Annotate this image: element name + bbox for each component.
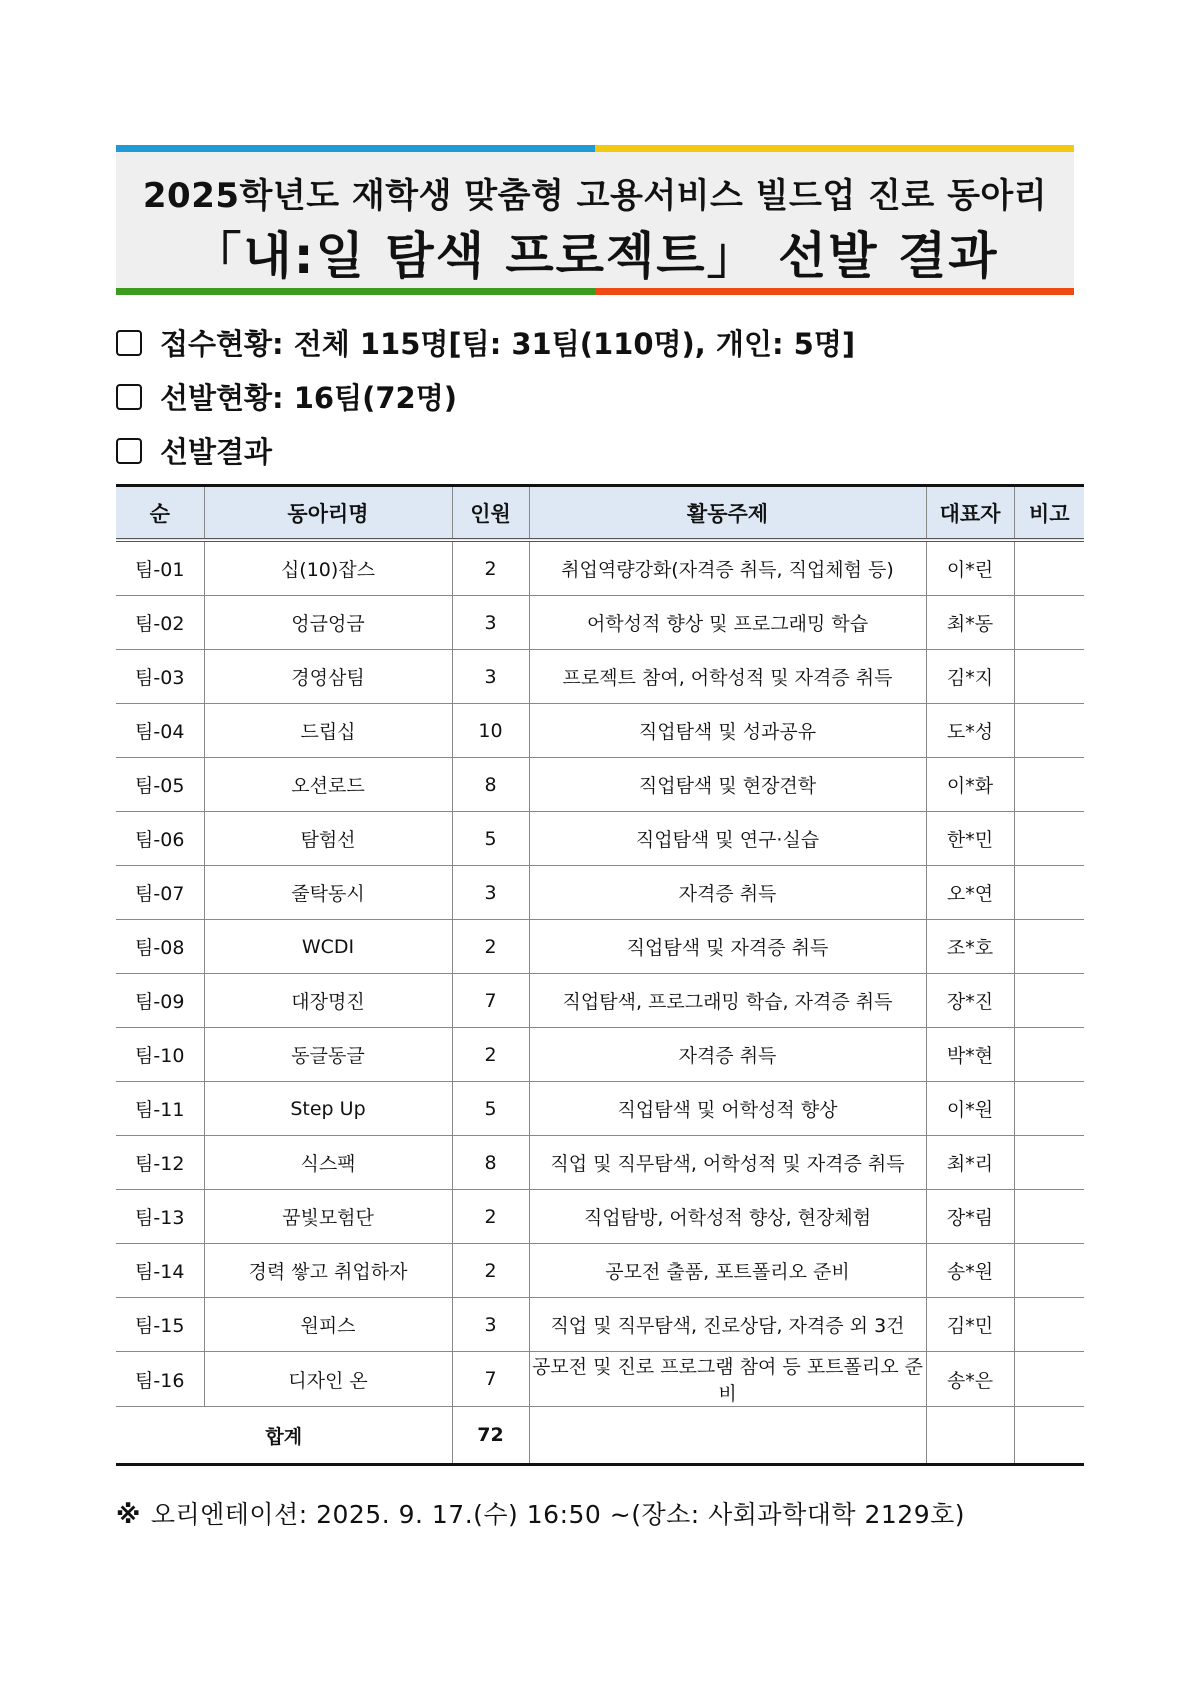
cell-club-name: 동글동글 [204,1028,452,1082]
cell-remarks [1014,812,1084,866]
cell-order: 팀-01 [116,540,204,596]
table-header-row [116,486,1084,541]
cell-members: 10 [452,704,529,758]
cell-representative: 장*진 [926,974,1014,1028]
cell-order: 팀-05 [116,758,204,812]
header-representative: 대표자 [926,486,1014,541]
cell-club-name: 원피스 [204,1298,452,1352]
cell-order: 팀-07 [116,866,204,920]
cell-club-name: 경력 쌓고 취업하자 [204,1244,452,1298]
cell-order: 팀-09 [116,974,204,1028]
cell-club-name: 꿈빛모험단 [204,1190,452,1244]
checkbox-icon [116,438,142,464]
table-row [116,866,1084,920]
cell-activity-topic: 직업탐색 및 성과공유 [529,704,926,758]
cell-members: 8 [452,758,529,812]
cell-order: 팀-16 [116,1352,204,1407]
table-row [116,1244,1084,1298]
cell-remarks [1014,1298,1084,1352]
cell-order: 팀-08 [116,920,204,974]
title-bar-bottom-right [595,288,1074,295]
cell-club-name: 엉금엉금 [204,596,452,650]
cell-club-name: WCDI [204,920,452,974]
table-row [116,1136,1084,1190]
title-bar-bottom-left [116,288,595,295]
cell-remarks [1014,974,1084,1028]
cell-order: 팀-14 [116,1244,204,1298]
table-row [116,596,1084,650]
cell-remarks [1014,704,1084,758]
bullet-text: 선발현황: 16팀(72명) [160,381,457,415]
header-members: 인원 [452,486,529,541]
cell-activity-topic: 취업역량강화(자격증 취득, 직업체험 등) [529,540,926,596]
cell-activity-topic: 직업 및 직무탐색, 진로상담, 자격증 외 3건 [529,1298,926,1352]
cell-remarks [1014,1190,1084,1244]
cell-members: 3 [452,650,529,704]
cell-order: 팀-13 [116,1190,204,1244]
cell-activity-topic: 직업탐색, 프로그래밍 학습, 자격증 취득 [529,974,926,1028]
cell-activity-topic: 프로젝트 참여, 어학성적 및 자격증 취득 [529,650,926,704]
bullet-text: 접수현황: 전체 115명[팀: 31팀(110명), 개인: 5명] [160,327,856,361]
cell-club-name: 드립십 [204,704,452,758]
document-title-line2: 「내:일 탐색 프로젝트」 선발 결과 [191,227,999,285]
checkbox-icon [116,330,142,356]
cell-activity-topic: 직업탐색 및 연구·실습 [529,812,926,866]
table-row [116,974,1084,1028]
table-row [116,920,1084,974]
cell-representative: 송*원 [926,1244,1014,1298]
cell-members: 2 [452,540,529,596]
total-label: 합계 [116,1407,452,1465]
cell-representative: 오*연 [926,866,1014,920]
cell-members: 7 [452,1352,529,1407]
bullet-selection-status [116,376,457,417]
cell-remarks [1014,866,1084,920]
cell-order: 팀-10 [116,1028,204,1082]
cell-remarks [1014,1028,1084,1082]
title-bar-top-right [595,145,1074,152]
cell-club-name: Step Up [204,1082,452,1136]
table-row [116,1298,1084,1352]
cell-remarks [1014,1352,1084,1407]
header-activity-topic: 활동주제 [529,486,926,541]
cell-club-name: 경영삼팀 [204,650,452,704]
cell-representative: 도*성 [926,704,1014,758]
cell-members: 2 [452,920,529,974]
cell-representative: 이*린 [926,540,1014,596]
cell-representative: 김*지 [926,650,1014,704]
cell-order: 팀-15 [116,1298,204,1352]
cell-representative: 송*은 [926,1352,1014,1407]
cell-remarks [1014,650,1084,704]
cell-representative: 조*호 [926,920,1014,974]
table-cell [1014,1407,1084,1465]
cell-members: 2 [452,1190,529,1244]
table-row [116,1028,1084,1082]
cell-remarks [1014,1136,1084,1190]
cell-representative: 이*원 [926,1082,1014,1136]
header-order: 순 [116,486,204,541]
cell-club-name: 오션로드 [204,758,452,812]
total-value: 72 [452,1407,529,1465]
table-row [116,704,1084,758]
cell-remarks [1014,758,1084,812]
table-row [116,1082,1084,1136]
title-bar-top-left [116,145,595,152]
cell-club-name: 탐험선 [204,812,452,866]
cell-remarks [1014,540,1084,596]
cell-representative: 장*림 [926,1190,1014,1244]
cell-remarks [1014,1244,1084,1298]
table-row [116,540,1084,596]
cell-representative: 이*화 [926,758,1014,812]
cell-club-name: 디자인 온 [204,1352,452,1407]
cell-activity-topic: 공모전 및 진로 프로그램 참여 등 포트폴리오 준비 [529,1352,926,1407]
cell-remarks [1014,1082,1084,1136]
table-row [116,812,1084,866]
cell-activity-topic: 직업탐색 및 자격증 취득 [529,920,926,974]
cell-representative: 한*민 [926,812,1014,866]
cell-members: 5 [452,1082,529,1136]
cell-activity-topic: 직업탐색 및 현장견학 [529,758,926,812]
cell-activity-topic: 직업탐색 및 어학성적 향상 [529,1082,926,1136]
bullet-selection-result [116,430,272,471]
cell-order: 팀-12 [116,1136,204,1190]
cell-order: 팀-03 [116,650,204,704]
table-row [116,1190,1084,1244]
table-row [116,650,1084,704]
document-title-line1: 2025학년도 재학생 맞춤형 고용서비스 빌드업 진로 동아리 [142,176,1048,216]
cell-club-name: 십(10)잡스 [204,540,452,596]
header-club-name: 동아리명 [204,486,452,541]
cell-activity-topic: 공모전 출품, 포트폴리오 준비 [529,1244,926,1298]
cell-members: 2 [452,1028,529,1082]
cell-members: 7 [452,974,529,1028]
checkbox-icon [116,384,142,410]
cell-members: 8 [452,1136,529,1190]
orientation-note [116,1495,965,1531]
cell-club-name: 식스팩 [204,1136,452,1190]
orientation-text: 오리엔테이션: 2025. 9. 17.(수) 16:50 ~(장소: 사회과학대학 2129호) [150,1500,965,1529]
cell-remarks [1014,920,1084,974]
cell-representative: 최*리 [926,1136,1014,1190]
cell-activity-topic: 직업 및 직무탐색, 어학성적 및 자격증 취득 [529,1136,926,1190]
cell-representative: 박*현 [926,1028,1014,1082]
cell-representative: 최*동 [926,596,1014,650]
cell-members: 3 [452,1298,529,1352]
results-table [116,484,1084,1466]
cell-order: 팀-02 [116,596,204,650]
cell-members: 5 [452,812,529,866]
cell-representative: 김*민 [926,1298,1014,1352]
header-remarks: 비고 [1014,486,1084,541]
table-cell [926,1407,1014,1465]
cell-club-name: 줄탁동시 [204,866,452,920]
cell-members: 3 [452,866,529,920]
cell-order: 팀-06 [116,812,204,866]
cell-remarks [1014,596,1084,650]
table-row [116,1352,1084,1407]
cell-members: 3 [452,596,529,650]
cell-activity-topic: 자격증 취득 [529,866,926,920]
cell-members: 2 [452,1244,529,1298]
cell-activity-topic: 자격증 취득 [529,1028,926,1082]
cell-order: 팀-04 [116,704,204,758]
table-total-row [116,1407,1084,1465]
bullet-text: 선발결과 [160,435,273,469]
table-cell [529,1407,926,1465]
table-row [116,758,1084,812]
cell-activity-topic: 어학성적 향상 및 프로그래밍 학습 [529,596,926,650]
cell-activity-topic: 직업탐방, 어학성적 향상, 현장체험 [529,1190,926,1244]
bullet-application-status [116,322,855,363]
cell-order: 팀-11 [116,1082,204,1136]
cell-club-name: 대장명진 [204,974,452,1028]
reference-mark: ※ [116,1500,141,1529]
